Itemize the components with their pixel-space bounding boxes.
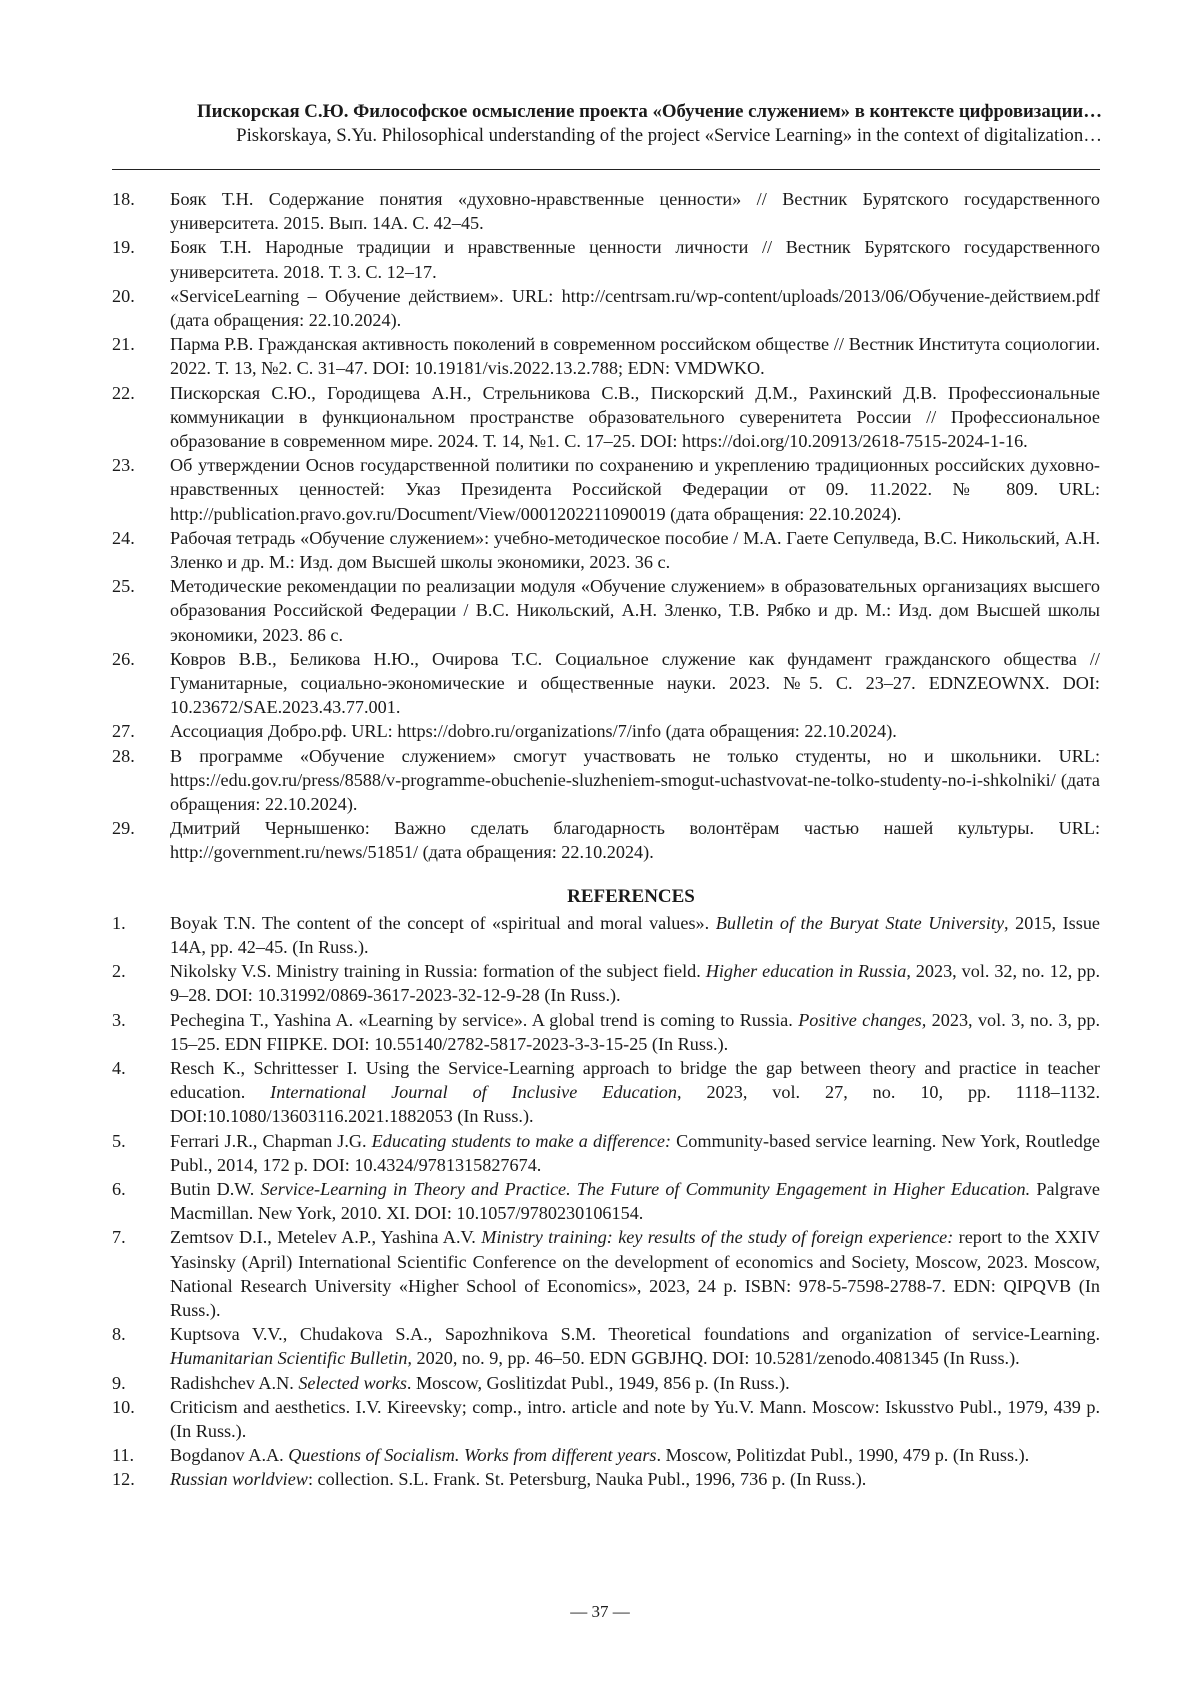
- reference-number: 22.: [112, 382, 135, 403]
- reference-text: [170, 453, 1100, 526]
- reference-text: [170, 1322, 1100, 1370]
- reference-segment: Pechegina T., Yashina A. «Learning by service». A global trend is coming to Russia.: [170, 1009, 799, 1030]
- reference-item: [112, 1056, 1100, 1129]
- reference-number: 28.: [112, 745, 135, 766]
- reference-text: [170, 1177, 1100, 1225]
- header-title-en: Piskorskaya, S.Yu. Philosophical understanding of the project «Service Learning» in the context of digitalization…: [236, 125, 1102, 146]
- reference-italic-segment: International Journal of Inclusive Education: [270, 1082, 677, 1103]
- reference-segment: Ковров В.В., Беликова Н.Ю., Очирова Т.С. Социальное служение как фундамент гражданского общества // Гуманитарные, социально-экономические и общественные науки. 2023. №5. С. 23–27. EDNZEOWNX. DOI: 10.23672/SAE.2023.43.77.001.: [170, 648, 1100, 718]
- reference-segment: . Moscow, Politizdat Publ., 1990, 479 p. (In Russ.).: [656, 1445, 1030, 1466]
- reference-segment: Nikolsky V.S. Ministry training in Russia: formation of the subject field.: [170, 961, 706, 982]
- reference-item: [112, 1177, 1100, 1225]
- reference-text: [170, 381, 1100, 454]
- reference-italic-segment: Service-Learning in Theory and Practice. The Future of Community Engagement in Higher Education.: [260, 1178, 1031, 1199]
- reference-segment: В программе «Обучение служением» смогут участвовать не только студенты, но и школьники. URL: https://edu.gov.ru/press/8588/v-programme-obuchenie-sluzheniem-smogut-uchastvovat-ne-tolko-studenty-no-i-shkolniki/ (дата обращения: 22.10.2024).: [170, 745, 1100, 815]
- reference-text: [170, 526, 1100, 574]
- reference-segment: Бояк Т.Н. Содержание понятия «духовно-нравственные ценности» // Вестник Бурятского государственного университета. 2015. Вып. 14А. С. 42–45.: [170, 189, 1100, 234]
- english-reference-list: [112, 911, 1100, 1492]
- reference-segment: Bogdanov A.A.: [170, 1445, 289, 1466]
- reference-italic-segment: Selected works: [298, 1372, 407, 1393]
- reference-number: 2.: [112, 961, 126, 982]
- reference-text: [170, 1129, 1100, 1177]
- reference-text: [170, 1225, 1100, 1322]
- reference-segment: Kuptsova V.V., Chudakova S.A., Sapozhnikova S.M. Theoretical foundations and organization of service-Learning.: [170, 1324, 1100, 1345]
- reference-italic-segment: Higher education in Russia: [705, 961, 907, 982]
- reference-number: 8.: [112, 1324, 126, 1345]
- reference-item: [112, 1395, 1100, 1443]
- reference-text: [170, 1467, 1100, 1491]
- reference-item: [112, 959, 1100, 1007]
- reference-number: 24.: [112, 527, 135, 548]
- reference-segment: Ассоциация Добро.рф. URL: https://dobro.ru/organizations/7/info (дата обращения: 22.10.2024).: [170, 721, 897, 742]
- reference-text: [170, 187, 1100, 235]
- reference-italic-segment: Ministry training: key results of the study of foreign experience:: [481, 1227, 954, 1248]
- reference-text: [170, 332, 1100, 380]
- reference-text: [170, 1443, 1100, 1467]
- reference-segment: . Moscow, Goslitizdat Publ., 1949, 856 p. (In Russ.).: [406, 1372, 790, 1393]
- reference-number: 10.: [112, 1396, 135, 1417]
- reference-number: 6.: [112, 1178, 126, 1199]
- reference-segment: Пискорская С.Ю., Городищева А.Н., Стрельникова С.В., Пискорский Д.М., Рахинский Д.В. Профессиональные коммуникации в функциональном пространстве образовательного суверенитета России // Профессиональное образование в современном мире. 2024. Т. 14, №1. С. 17–25. DOI: https://doi.org/10.20913/2618-7515-2024-1-16.: [170, 382, 1100, 452]
- reference-item: [112, 744, 1100, 817]
- reference-number: 19.: [112, 237, 135, 258]
- reference-text: [170, 647, 1100, 720]
- reference-text: [170, 1395, 1100, 1443]
- reference-segment: , 2023, vol. 27, no. 10, pp. 1118–1132. DOI:10.1080/13603116.2021.1882053 (In Russ.).: [170, 1082, 1100, 1127]
- reference-item: [112, 332, 1100, 380]
- reference-item: [112, 1225, 1100, 1322]
- reference-item: [112, 911, 1100, 959]
- reference-segment: Об утверждении Основ государственной политики по сохранению и укреплению традиционных российских духовно-нравственных ценностей: Указ Президента Российской Федерации от 09. 11.2022. № 809. URL: http://publication.pravo.gov.ru/Document/View/0001202211090019 (дата обращения: 22.10.2024).: [170, 455, 1100, 524]
- reference-segment: Методические рекомендации по реализации модуля «Обучение служением» в образовательных организациях высшего образования Российской Федерации / В.С. Никольский, А.Н. Зленко, Т.В. Рябко и др. М.: Изд. дом Высшей школы экономики, 2023. 86 с.: [170, 576, 1100, 645]
- reference-segment: Рабочая тетрадь «Обучение служением»: учебно-методическое пособие / М.А. Гаете Сепулведа, В.С. Никольский, А.Н. Зленко и др. М.: Изд. дом Высшей школы экономики, 2023. 36 с.: [170, 527, 1100, 573]
- reference-segment: Community-based service learning. New York, Routledge Publ., 2014, 172 p. DOI: 10.4324/9781315827674.: [170, 1130, 1100, 1175]
- reference-segment: report to the XXIV Yasinsky (April) International Scientific Conference on the development of economics and Society, Moscow, 2023. Moscow, National Research University «Higher School of Economics», 2023, 24 p. ISBN: 978-5-7598-2788-7. EDN: QIPQVB (In Russ.).: [170, 1227, 1100, 1320]
- reference-italic-segment: Educating students to make a difference:: [371, 1130, 672, 1151]
- reference-segment: «ServiceLearning – Обучение действием». URL: http://centrsam.ru/wp-content/uploads/2013/06/Обучение-действием.pdf (дата обращения: 22.10.2024).: [170, 285, 1100, 331]
- reference-italic-segment: Humanitarian Scientific Bulletin,: [170, 1348, 412, 1369]
- reference-item: [112, 235, 1100, 283]
- reference-segment: Boyak T.N. The content of the concept of «spiritual and moral values».: [170, 912, 716, 933]
- reference-number: 25.: [112, 576, 135, 597]
- reference-item: [112, 1322, 1100, 1370]
- reference-text: [170, 1371, 1100, 1395]
- reference-text: [170, 816, 1100, 864]
- reference-segment: Zemtsov D.I., Metelev A.P., Yashina A.V.: [170, 1227, 482, 1248]
- reference-text: [170, 744, 1100, 817]
- reference-segment: : collection. S.L. Frank. St. Petersburg, Nauka Publ., 1996, 736 p. (In Russ.).: [307, 1469, 867, 1490]
- reference-number: 12.: [112, 1469, 135, 1490]
- reference-segment: Resch K., Schrittesser I. Using the Service-Learning approach to bridge the gap between theory and practice in teacher education.: [170, 1057, 1100, 1103]
- references-heading: REFERENCES: [567, 885, 695, 907]
- reference-item: [112, 284, 1100, 332]
- reference-italic-segment: Russian worldview: [170, 1469, 308, 1490]
- reference-item: [112, 719, 1100, 743]
- header-divider: [112, 169, 1100, 170]
- reference-number: 1.: [112, 912, 126, 933]
- reference-segment: Ferrari J.R., Chapman J.G.: [170, 1130, 372, 1151]
- reference-number: 20.: [112, 285, 135, 306]
- reference-segment: Butin D.W.: [170, 1178, 261, 1199]
- reference-text: [170, 719, 1100, 743]
- reference-number: 23.: [112, 455, 135, 476]
- reference-item: [112, 187, 1100, 235]
- reference-number: 5.: [112, 1130, 126, 1151]
- reference-number: 21.: [112, 334, 135, 355]
- reference-segment: Бояк Т.Н. Народные традиции и нравственные ценности личности // Вестник Бурятского государственного университета. 2018. Т. 3. С. 12–17.: [170, 237, 1100, 282]
- reference-item: [112, 526, 1100, 574]
- reference-item: [112, 1443, 1100, 1467]
- reference-italic-segment: Positive changes,: [798, 1009, 927, 1030]
- reference-segment: Парма Р.В. Гражданская активность поколений в современном российском обществе // Вестник Института социологии. 2022. Т. 13, №2. С. 31–47. DOI: 10.19181/vis.2022.13.2.788; EDN: VMDWKO.: [170, 334, 1100, 379]
- russian-reference-list: [112, 187, 1100, 865]
- reference-text: [170, 911, 1100, 959]
- reference-item: [112, 1371, 1100, 1395]
- reference-number: 3.: [112, 1009, 126, 1030]
- reference-text: [170, 284, 1100, 332]
- running-header: [112, 100, 1102, 148]
- reference-segment: , 2023, vol. 32, no. 12, pp. 9–28. DOI: 10.31992/0869-3617-2023-32-12-9-28 (In Russ.).: [170, 961, 1100, 1006]
- reference-item: [112, 1467, 1100, 1491]
- reference-number: 9.: [112, 1372, 126, 1393]
- reference-segment: 2020, no. 9, pp. 46–50. EDN GGBJHQ. DOI: 10.5281/zenodo.4081345 (In Russ.).: [411, 1348, 1020, 1369]
- reference-text: [170, 235, 1100, 283]
- reference-number: 18.: [112, 189, 135, 209]
- reference-item: [112, 816, 1100, 864]
- reference-italic-segment: Bulletin of the Buryat State University: [715, 912, 1005, 933]
- reference-item: [112, 647, 1100, 720]
- header-title-ru: Пискорская С.Ю. Философское осмысление проекта «Обучение служением» в контексте цифровизации…: [197, 101, 1102, 122]
- reference-item: [112, 381, 1100, 454]
- reference-text: [170, 574, 1100, 647]
- reference-number: 4.: [112, 1057, 126, 1078]
- reference-item: [112, 453, 1100, 526]
- reference-text: [170, 959, 1100, 1007]
- reference-segment: Radishchev A.N.: [170, 1372, 299, 1393]
- reference-text: [170, 1056, 1100, 1129]
- reference-segment: , 2015, Issue 14A, pp. 42–45. (In Russ.).: [170, 912, 1100, 957]
- reference-item: [112, 574, 1100, 647]
- reference-number: 7.: [112, 1227, 126, 1248]
- reference-item: [112, 1129, 1100, 1177]
- reference-text: [170, 1008, 1100, 1056]
- reference-number: 26.: [112, 648, 135, 669]
- reference-italic-segment: Questions of Socialism. Works from different years: [288, 1445, 657, 1466]
- reference-number: 29.: [112, 818, 135, 839]
- page-number: — 37 —: [570, 1602, 630, 1621]
- reference-segment: Palgrave Macmillan. New York, 2010. XI. DOI: 10.1057/9780230106154.: [170, 1178, 1100, 1224]
- reference-number: 27.: [112, 721, 135, 742]
- reference-segment: 2023, vol. 3, no. 3, pp. 15–25. EDN FIIPKE. DOI: 10.55140/2782-5817-2023-3-3-15-25 (In Russ.).: [170, 1009, 1100, 1054]
- reference-segment: Дмитрий Чернышенко: Важно сделать благодарность волонтёрам частью нашей культуры. URL: http://government.ru/news/51851/ (дата обращения: 22.10.2024).: [170, 818, 1100, 863]
- reference-number: 11.: [112, 1445, 135, 1466]
- reference-item: [112, 1008, 1100, 1056]
- reference-segment: Criticism and aesthetics. I.V. Kireevsky; comp., intro. article and note by Yu.V. Mann. Moscow: Iskusstvo Publ., 1979, 439 p. (In Russ.).: [170, 1396, 1100, 1441]
